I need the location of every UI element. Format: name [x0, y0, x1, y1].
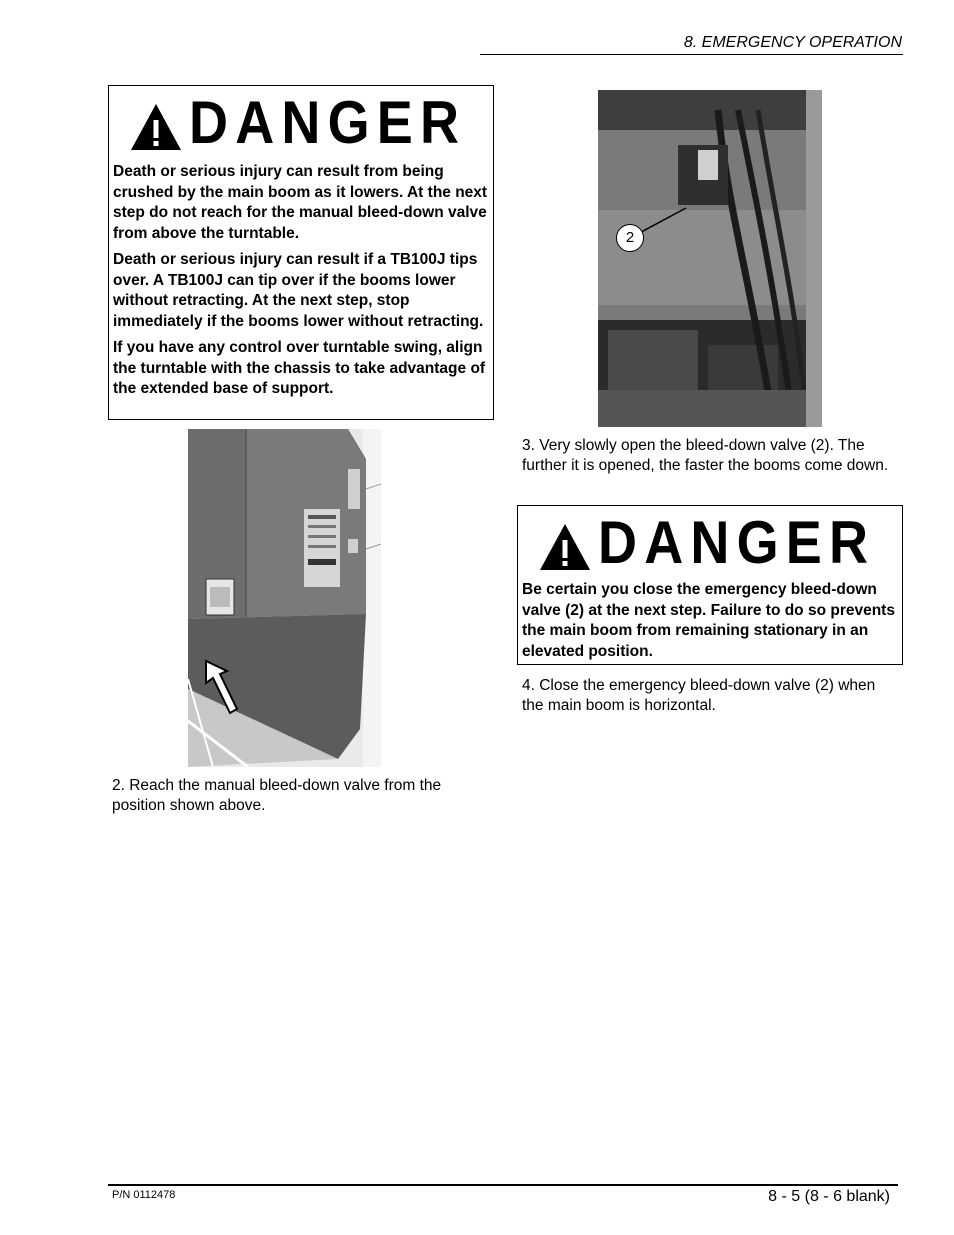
danger-body: [109, 156, 493, 400]
photo-bleed-down-valve: [598, 90, 822, 427]
warning-triangle-icon: [129, 102, 183, 152]
danger-paragraph: Be certain you close the emergency bleed-down valve (2) at the next step. Failure to do so prevents the main boom from remaining stationary in an elevated position.: [522, 581, 895, 660]
danger-header: [109, 86, 493, 156]
footer-rule: [108, 1184, 898, 1186]
section-title: 8. EMERGENCY OPERATION: [683, 34, 902, 51]
danger-heading: DANGER: [598, 509, 876, 576]
warning-triangle-icon: [538, 522, 592, 572]
photo-turntable-position: [188, 429, 381, 767]
danger-paragraph: Death or serious injury can result from being crushed by the main boom as it lowers. At the next step do not reach for the manual bleed-down valve from above the turntable.: [113, 163, 488, 242]
danger-body: [518, 576, 902, 662]
step-2-text: 2. Reach the manual bleed-down valve from the position shown above.: [112, 777, 442, 814]
danger-box-2: [517, 505, 903, 665]
danger-box-1: [108, 85, 494, 420]
danger-paragraph: Death or serious injury can result if a TB100J tips over. A TB100J can tip over if the booms lower without retracting. At the next step, stop immediately if the booms lower without retracting.: [113, 251, 484, 330]
header-rule: [480, 54, 903, 55]
danger-header: [518, 506, 902, 576]
valve-photo-graphic: [598, 90, 822, 427]
step-3-text: 3. Very slowly open the bleed-down valve (2). The further it is opened, the faster the booms come down.: [522, 437, 889, 474]
arrow-up-icon: [200, 657, 240, 717]
callout-2: 2: [616, 224, 644, 252]
danger-paragraph: If you have any control over turntable swing, align the turntable with the chassis to take advantage of the extended base of support.: [113, 339, 486, 397]
page-number: 8 - 5 (8 - 6 blank): [768, 1188, 890, 1205]
part-number: P/N 0112478: [112, 1189, 176, 1201]
danger-heading: DANGER: [189, 89, 467, 156]
step-4-text: 4. Close the emergency bleed-down valve (2) when the main boom is horizontal.: [522, 677, 876, 714]
